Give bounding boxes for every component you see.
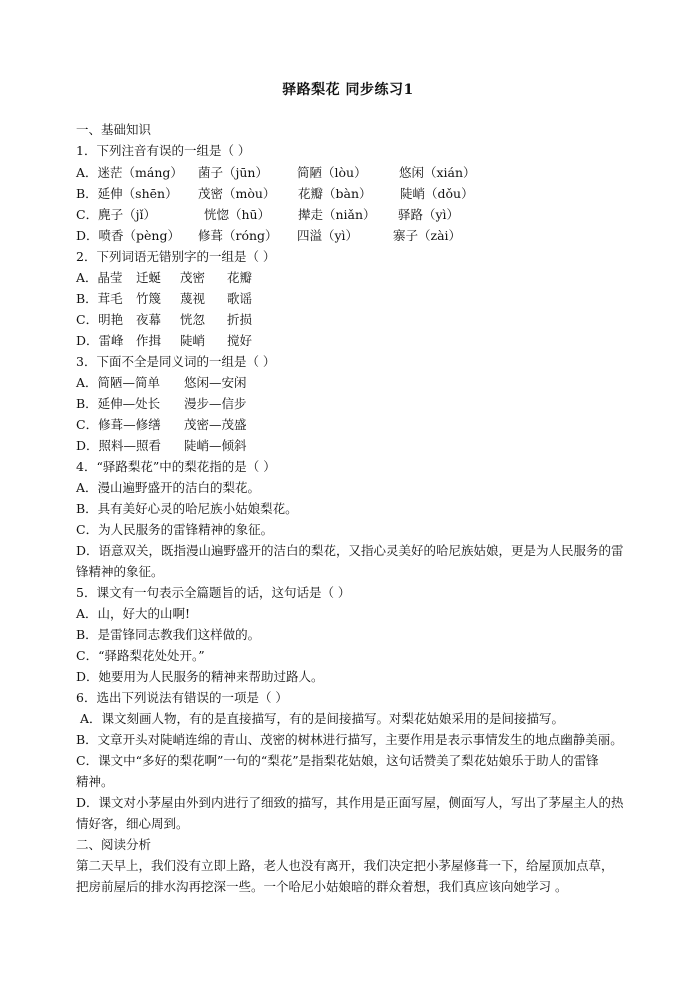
- option-text: C．麂子（jǐ）: [76, 207, 156, 222]
- question-5-option-d: D．她要用为人民服务的精神来帮助过路人。: [76, 669, 324, 684]
- question-6-option-c-line1: C．课文中“多好的梨花啊”一句的“梨花”是指梨花姑娘，这句话赞美了梨花姑娘乐于助人的雷锋: [76, 753, 599, 768]
- option-text: B．茸毛: [76, 291, 123, 306]
- question-4-stem: 4．“驿路梨花”中的梨花指的是（ ）: [76, 459, 276, 474]
- question-2-option-d: [76, 332, 252, 350]
- reading-paragraph-line1: 第二天早上，我们没有立即上路，老人也没有离开，我们决定把小茅屋修葺一下，给屋顶加点草，: [76, 858, 614, 873]
- option-text: C．明艳: [76, 312, 124, 327]
- section-heading-reading: 二、阅读分析: [76, 837, 152, 852]
- option-text: 茂密（mòu）: [198, 186, 276, 201]
- reading-paragraph-line2: 把房前屋后的排水沟再挖深一些。一个哈尼小姑娘暗的群众着想，我们真应该向她学习 。: [76, 879, 568, 894]
- option-text: 简陋（lòu）: [297, 165, 367, 180]
- option-text: 搅好: [227, 333, 253, 348]
- option-text: 撵走（niǎn）: [298, 207, 376, 222]
- option-text: 蔑视: [180, 291, 206, 306]
- question-6-stem: 6．选出下列说法有错误的一项是（ ）: [76, 690, 288, 705]
- question-1-stem: 1．下列注音有误的一组是（ ）: [76, 143, 251, 158]
- option-text: 四溢（yì）: [297, 228, 359, 243]
- section-heading-basics: 一、基础知识: [76, 122, 152, 137]
- option-text: 修葺（róng）: [198, 228, 278, 243]
- option-text: 夜幕: [136, 312, 162, 327]
- question-3-option-a: [76, 374, 247, 392]
- option-text: 寨子（zài）: [393, 228, 462, 243]
- option-text: 陡峭（dǒu）: [400, 186, 474, 201]
- option-text: 菌子（jūn）: [198, 165, 268, 180]
- question-3-stem: 3．下面不全是同义词的一组是（ ）: [76, 354, 276, 369]
- option-text: 驿路（yì）: [398, 207, 460, 222]
- option-text: 迁蜒: [136, 270, 162, 285]
- question-6-option-b: B．文章开头对陡峭连绵的青山、茂密的树林进行描写，主要作用是表示事情发生的地点幽静美丽。: [76, 732, 623, 747]
- option-text: 悠闲—安闲: [184, 375, 247, 390]
- option-text: B．延伸—处长: [76, 396, 161, 411]
- question-1-option-a: [76, 164, 476, 182]
- question-3-option-d: [76, 437, 247, 455]
- question-1-option-b: [76, 185, 474, 203]
- question-2-option-b: [76, 290, 252, 308]
- option-text: 竹篾: [136, 291, 162, 306]
- question-4-option-d-line2: 锋精神的象征。: [76, 564, 164, 579]
- option-text: D．喷香（pèng）: [76, 228, 180, 243]
- option-text: 悠闲（xián）: [399, 165, 476, 180]
- question-4-option-b: B．具有美好心灵的哈尼族小姑娘梨花。: [76, 501, 298, 516]
- option-text: 折损: [227, 312, 253, 327]
- option-text: 恍忽: [180, 312, 206, 327]
- option-text: 陡峭: [180, 333, 206, 348]
- question-6-option-a: A．课文刻画人物，有的是直接描写，有的是间接描写。对梨花姑娘采用的是间接描写。: [80, 711, 565, 726]
- question-5-option-a: A．山，好大的山啊!: [76, 606, 191, 621]
- question-1-option-c: [76, 206, 459, 224]
- option-text: A．简陋—简单: [76, 375, 161, 390]
- option-text: C．修葺—修缮: [76, 417, 161, 432]
- question-3-option-b: [76, 395, 247, 413]
- question-5-option-c: C．“驿路梨花处处开。”: [76, 648, 205, 663]
- option-text: D．照料—照看: [76, 438, 162, 453]
- option-text: 作揖: [136, 333, 162, 348]
- question-1-option-d: [76, 227, 461, 245]
- question-3-option-c: [76, 416, 247, 434]
- option-text: 花瓣（bàn）: [298, 186, 372, 201]
- option-text: 花瓣: [227, 270, 253, 285]
- question-5-option-b: B．是雷锋同志教我们这样做的。: [76, 627, 261, 642]
- question-2-stem: 2．下列词语无错别字的一组是（ ）: [76, 249, 276, 264]
- question-6-option-d-line1: D．课文对小茅屋由外到内进行了细致的描写，其作用是正面写屋，侧面写人，写出了茅屋主人的热: [76, 795, 624, 810]
- option-text: 歌谣: [227, 291, 253, 306]
- question-2-option-a: [76, 269, 252, 287]
- question-4-option-d-line1: D．语意双关，既指漫山遍野盛开的洁白的梨花，又指心灵美好的哈尼族姑娘，更是为人民服务的雷: [76, 543, 624, 558]
- question-6-option-c-line2: 精神。: [76, 774, 114, 789]
- option-text: 茂密—茂盛: [184, 417, 247, 432]
- question-4-option-a: A．漫山遍野盛开的洁白的梨花。: [76, 480, 261, 495]
- question-6-option-d-line2: 情好客，细心周到。: [76, 816, 189, 831]
- option-text: D．雷峰: [76, 333, 124, 348]
- question-2-option-c: [76, 311, 252, 329]
- option-text: 恍惚（hū）: [204, 207, 271, 222]
- option-text: 茂密: [180, 270, 206, 285]
- option-text: A．迷茫（máng）: [76, 165, 183, 180]
- question-5-stem: 5．课文有一句表示全篇题旨的话，这句话是（ ）: [76, 585, 351, 600]
- question-4-option-c: C．为人民服务的雷锋精神的象征。: [76, 522, 274, 537]
- document-title: 驿路梨花 同步练习1: [282, 82, 414, 98]
- option-text: 陡峭—倾斜: [184, 438, 247, 453]
- option-text: A．晶莹: [76, 270, 123, 285]
- option-text: 漫步—信步: [184, 396, 247, 411]
- option-text: B．延伸（shēn）: [76, 186, 178, 201]
